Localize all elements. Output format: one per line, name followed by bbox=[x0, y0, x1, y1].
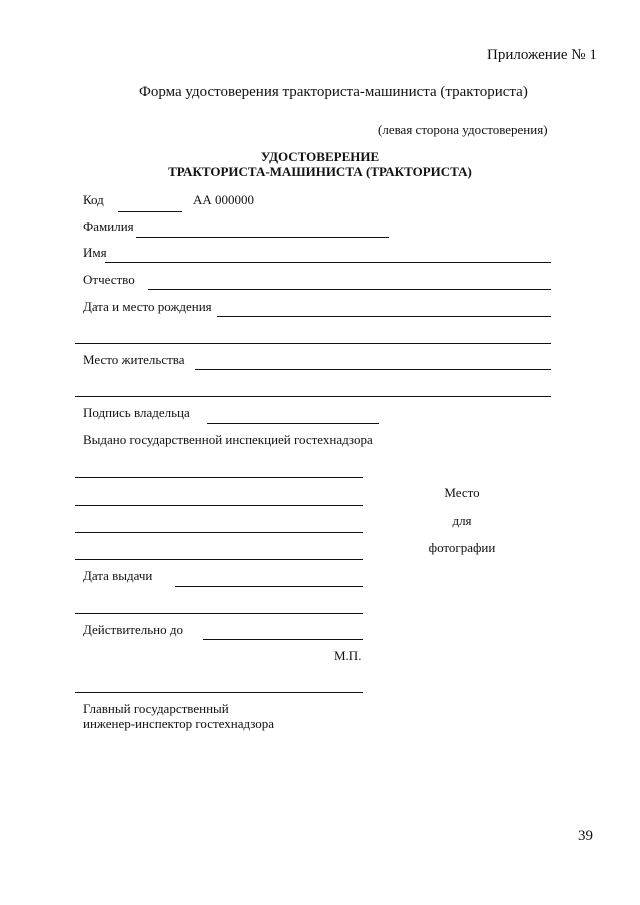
surname-line bbox=[136, 237, 389, 238]
code-label: Код bbox=[83, 192, 104, 207]
issued-by-label: Выдано государственной инспекцией гостехнадзора bbox=[83, 432, 373, 447]
signature-line bbox=[207, 423, 379, 424]
certificate-heading: УДОСТОВЕРЕНИЕ bbox=[260, 149, 380, 164]
code-value: АА 000000 bbox=[193, 192, 255, 207]
name-label: Имя bbox=[83, 245, 107, 260]
stamp-label: М.П. bbox=[334, 648, 362, 663]
photo-place-line2: для bbox=[452, 513, 472, 528]
inspector-title-line2: инженер-инспектор гостехнадзора bbox=[83, 716, 275, 731]
patronymic-line bbox=[148, 289, 551, 290]
stamp-line bbox=[75, 692, 363, 693]
issued-by-line-4 bbox=[75, 559, 363, 560]
certificate-subheading: ТРАКТОРИСТА-МАШИНИСТА (ТРАКТОРИСТА) bbox=[168, 164, 472, 179]
side-note: (левая сторона удостоверения) bbox=[378, 122, 548, 137]
birth-line-1 bbox=[217, 316, 551, 317]
residence-line-1 bbox=[195, 369, 551, 370]
valid-until-line bbox=[203, 639, 363, 640]
appendix-label: Приложение № 1 bbox=[487, 47, 597, 63]
surname-label: Фамилия bbox=[83, 219, 134, 234]
name-line bbox=[105, 262, 551, 263]
inspector-title-line1: Главный государственный bbox=[83, 701, 229, 716]
patronymic-label: Отчество bbox=[83, 272, 135, 287]
birth-label: Дата и место рождения bbox=[83, 299, 212, 314]
issue-date-label: Дата выдачи bbox=[83, 568, 153, 583]
issue-date-line bbox=[175, 586, 363, 587]
issue-date-line-2 bbox=[75, 613, 363, 614]
birth-line-2 bbox=[75, 343, 551, 344]
issued-by-line-2 bbox=[75, 505, 363, 506]
code-line bbox=[118, 211, 182, 212]
issued-by-line-1 bbox=[75, 477, 363, 478]
page-number: 39 bbox=[578, 828, 593, 844]
residence-label: Место жительства bbox=[83, 352, 185, 367]
form-title: Форма удостоверения тракториста-машиниста (тракториста) bbox=[139, 84, 528, 100]
signature-label: Подпись владельца bbox=[83, 405, 190, 420]
issued-by-line-3 bbox=[75, 532, 363, 533]
photo-place-line3: фотографии bbox=[428, 540, 496, 555]
residence-line-2 bbox=[75, 396, 551, 397]
valid-until-label: Действительно до bbox=[83, 622, 183, 637]
photo-place-line1: Место bbox=[444, 485, 480, 500]
